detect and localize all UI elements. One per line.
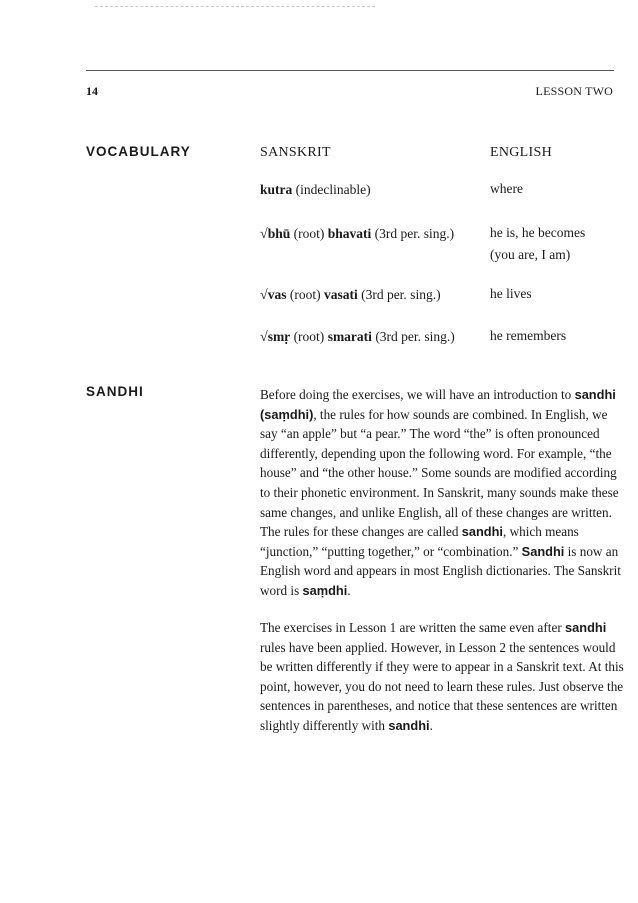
bold-term: sandhi xyxy=(565,620,607,635)
text-run: . xyxy=(429,717,433,733)
text-run: rules have been applied. However, in Lesson 2 the sentences would be written differently if they were to appear in a Sanskrit text. At this point, however, you do not need to learn these rules. Just observe the sentences in parentheses, and notice that these sentences are written slightly differently with xyxy=(260,639,624,733)
section-label-vocabulary: VOCABULARY xyxy=(86,144,191,159)
vocab-form-note: (3rd per. sing.) xyxy=(357,287,441,302)
vocab-note: (indeclinable) xyxy=(292,182,371,197)
vocab-word: smṛ xyxy=(267,329,291,344)
text-run: , the rules for how sounds are combined. In English, we say “an apple” but “a pear.” The word “the” is often pronounced differently, depending upon the following word. For example, “the house” and “the other house.” Some sounds are modified according to their phonetic environment. In Sanskrit, many sounds make these same changes, and unlike English, all of these changes are written. The rules for these changes are called xyxy=(260,406,619,540)
column-header-sanskrit: SANSKRIT xyxy=(260,145,331,160)
vocab-note: (root) xyxy=(290,329,328,344)
bold-term: sandhi xyxy=(461,524,503,540)
vocab-note: (root) xyxy=(286,287,324,302)
text-run: is now an English word and appears in most English dictionaries. The Sanskrit word is xyxy=(260,543,621,598)
text-run: . xyxy=(347,582,351,598)
vocab-sanskrit xyxy=(260,329,455,346)
vocab-form: vasati xyxy=(323,287,358,302)
vocab-english-line-2: (you are, I am) xyxy=(490,247,571,262)
vocab-sanskrit xyxy=(260,182,371,198)
vocab-sanskrit xyxy=(260,287,441,304)
vocab-english: where xyxy=(490,181,523,196)
bold-term: sandhi (saṃdhi) xyxy=(260,387,616,422)
vocab-word: kutra xyxy=(260,182,293,197)
vocab-form-note: (3rd per. sing.) xyxy=(371,226,455,241)
bold-term: sandhi xyxy=(388,717,430,733)
vocab-form-note: (3rd per. sing.) xyxy=(371,329,455,344)
vocab-english xyxy=(490,222,585,266)
text-run: , which means “junction,” “putting together,” or “combination.” xyxy=(260,524,579,559)
section-label-sandhi: SANDHI xyxy=(86,384,144,399)
running-head: LESSON TWO xyxy=(535,84,613,98)
vocab-word: bhū xyxy=(267,226,291,241)
vocab-sanskrit xyxy=(260,226,454,243)
vocab-form: bhavati xyxy=(327,226,372,241)
vocab-form: smarati xyxy=(327,329,372,344)
root-radical-icon: √ xyxy=(260,288,268,303)
sandhi-paragraph-1 xyxy=(260,385,626,601)
bold-term: Sandhi xyxy=(521,543,565,559)
scan-artifact-line xyxy=(95,6,375,7)
header-rule xyxy=(86,70,614,71)
vocab-english-line-1: he is, he becomes xyxy=(490,225,586,240)
vocab-note: (root) xyxy=(290,226,328,241)
bold-term: saṃdhi xyxy=(302,582,348,598)
text-run: Before doing the exercises, we will have an introduction to xyxy=(260,387,575,402)
text-run: The exercises in Lesson 1 are written the same even after xyxy=(260,620,566,635)
vocab-english: he lives xyxy=(490,286,532,301)
root-radical-icon: √ xyxy=(260,330,268,345)
sandhi-paragraph-2 xyxy=(260,618,626,736)
page-number: 14 xyxy=(86,84,98,98)
vocab-english: he remembers xyxy=(490,328,567,343)
vocab-word: vas xyxy=(267,287,287,302)
column-header-english: ENGLISH xyxy=(490,145,552,160)
root-radical-icon: √ xyxy=(260,227,268,242)
